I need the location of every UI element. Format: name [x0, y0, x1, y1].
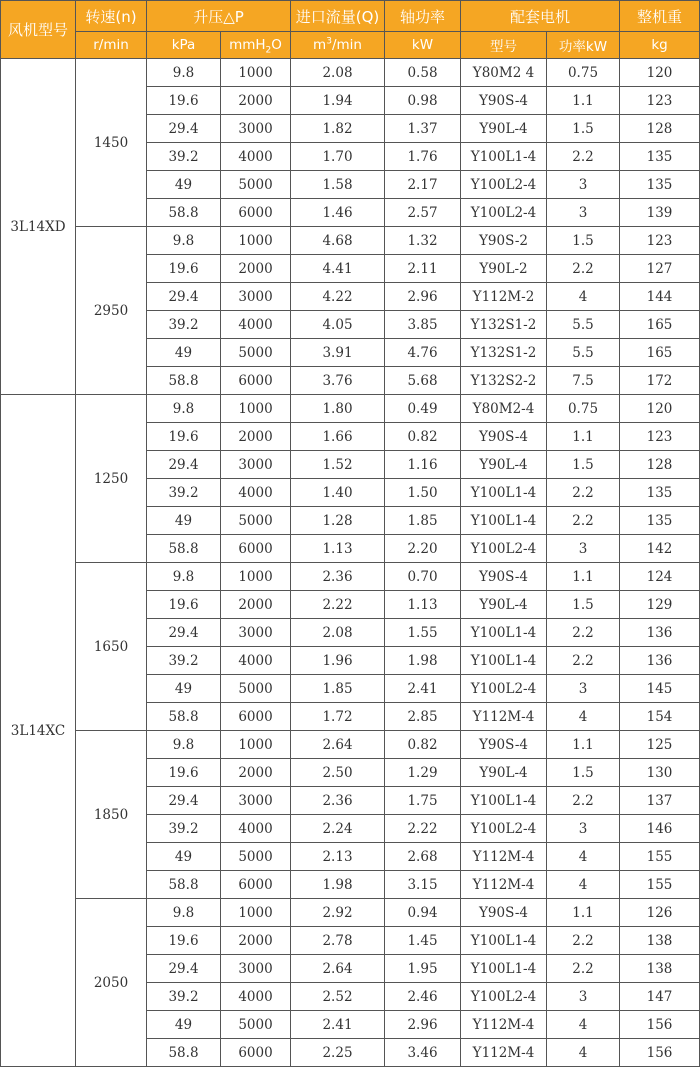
cell-motor-power: 1.5 [547, 227, 620, 255]
cell-shaft-power: 0.58 [385, 59, 461, 87]
cell-shaft-power: 1.32 [385, 227, 461, 255]
cell-mmh2o: 2000 [221, 927, 291, 955]
cell-shaft-power: 3.46 [385, 1039, 461, 1067]
cell-motor-power: 4 [547, 871, 620, 899]
cell-mmh2o: 3000 [221, 283, 291, 311]
cell-kpa: 9.8 [147, 395, 221, 423]
cell-weight: 156 [620, 1039, 700, 1067]
model-cell: 3L14XC [1, 395, 76, 1067]
cell-kpa: 19.6 [147, 927, 221, 955]
header-flow: 进口流量(Q) [291, 1, 385, 32]
cell-mmh2o: 4000 [221, 311, 291, 339]
cell-shaft-power: 2.68 [385, 843, 461, 871]
table-body [1, 59, 700, 1067]
cell-mmh2o: 2000 [221, 591, 291, 619]
motor-power-header: 功率kW [547, 32, 620, 59]
cell-kpa: 58.8 [147, 1039, 221, 1067]
cell-weight: 123 [620, 87, 700, 115]
cell-weight: 136 [620, 619, 700, 647]
cell-flow: 1.28 [291, 507, 385, 535]
cell-kpa: 9.8 [147, 899, 221, 927]
cell-motor-model: Y100L1-4 [461, 927, 547, 955]
cell-motor-power: 1.5 [547, 759, 620, 787]
cell-weight: 147 [620, 983, 700, 1011]
cell-kpa: 49 [147, 843, 221, 871]
cell-flow: 1.85 [291, 675, 385, 703]
cell-motor-power: 1.1 [547, 563, 620, 591]
unit-flow [291, 32, 385, 59]
cell-motor-power: 1.5 [547, 591, 620, 619]
cell-shaft-power: 1.13 [385, 591, 461, 619]
cell-kpa: 19.6 [147, 87, 221, 115]
cell-mmh2o: 5000 [221, 843, 291, 871]
cell-motor-model: Y100L1-4 [461, 619, 547, 647]
cell-motor-power: 2.2 [547, 787, 620, 815]
unit-flow-tail: /min [331, 37, 362, 53]
unit-flow-base: m [313, 37, 327, 53]
cell-mmh2o: 6000 [221, 367, 291, 395]
cell-shaft-power: 0.98 [385, 87, 461, 115]
cell-flow: 1.80 [291, 395, 385, 423]
cell-mmh2o: 1000 [221, 227, 291, 255]
cell-motor-power: 3 [547, 815, 620, 843]
cell-motor-power: 1.5 [547, 115, 620, 143]
cell-shaft-power: 2.17 [385, 171, 461, 199]
cell-shaft-power: 1.98 [385, 647, 461, 675]
header-model: 风机型号 [1, 1, 76, 59]
cell-motor-model: Y90S-4 [461, 423, 547, 451]
cell-flow: 2.92 [291, 899, 385, 927]
cell-motor-power: 2.2 [547, 619, 620, 647]
cell-kpa: 19.6 [147, 423, 221, 451]
cell-flow: 1.66 [291, 423, 385, 451]
cell-weight: 154 [620, 703, 700, 731]
cell-flow: 2.13 [291, 843, 385, 871]
cell-shaft-power: 2.57 [385, 199, 461, 227]
cell-motor-model: Y132S1-2 [461, 311, 547, 339]
cell-flow: 2.24 [291, 815, 385, 843]
cell-kpa: 49 [147, 1011, 221, 1039]
cell-mmh2o: 6000 [221, 703, 291, 731]
cell-shaft-power: 1.76 [385, 143, 461, 171]
cell-shaft-power: 1.50 [385, 479, 461, 507]
cell-weight: 135 [620, 479, 700, 507]
cell-motor-model: Y132S1-2 [461, 339, 547, 367]
cell-motor-model: Y100L1-4 [461, 955, 547, 983]
cell-motor-model: Y112M-2 [461, 283, 547, 311]
cell-kpa: 9.8 [147, 227, 221, 255]
cell-kpa: 39.2 [147, 647, 221, 675]
cell-weight: 137 [620, 787, 700, 815]
cell-weight: 123 [620, 423, 700, 451]
cell-motor-model: Y80M2 4 [461, 59, 547, 87]
cell-shaft-power: 2.20 [385, 535, 461, 563]
cell-motor-power: 4 [547, 703, 620, 731]
cell-shaft-power: 2.41 [385, 675, 461, 703]
speed-cell: 1250 [76, 395, 147, 563]
cell-weight: 128 [620, 451, 700, 479]
table-row [1, 731, 700, 759]
cell-weight: 126 [620, 899, 700, 927]
cell-motor-power: 1.1 [547, 423, 620, 451]
cell-flow: 1.96 [291, 647, 385, 675]
cell-motor-model: Y100L1-4 [461, 507, 547, 535]
cell-weight: 129 [620, 591, 700, 619]
unit-mmh2o [221, 32, 291, 59]
cell-shaft-power: 1.29 [385, 759, 461, 787]
cell-mmh2o: 3000 [221, 115, 291, 143]
cell-flow: 1.70 [291, 143, 385, 171]
unit-kg: kg [620, 32, 700, 59]
header-motor: 配套电机 [461, 1, 620, 32]
speed-cell: 1650 [76, 563, 147, 731]
header-pressure: 升压△P [147, 1, 291, 32]
cell-kpa: 19.6 [147, 759, 221, 787]
cell-flow: 2.08 [291, 619, 385, 647]
cell-motor-power: 3 [547, 983, 620, 1011]
header-speed: 转速(n) [76, 1, 147, 32]
cell-shaft-power: 5.68 [385, 367, 461, 395]
cell-motor-power: 2.2 [547, 647, 620, 675]
cell-kpa: 9.8 [147, 731, 221, 759]
table-row [1, 59, 700, 87]
cell-flow: 2.64 [291, 955, 385, 983]
cell-mmh2o: 1000 [221, 563, 291, 591]
cell-weight: 128 [620, 115, 700, 143]
cell-mmh2o: 5000 [221, 507, 291, 535]
cell-motor-power: 7.5 [547, 367, 620, 395]
cell-mmh2o: 6000 [221, 199, 291, 227]
cell-kpa: 29.4 [147, 451, 221, 479]
cell-motor-model: Y100L2-4 [461, 535, 547, 563]
cell-mmh2o: 4000 [221, 983, 291, 1011]
cell-shaft-power: 2.96 [385, 283, 461, 311]
cell-motor-model: Y100L1-4 [461, 143, 547, 171]
cell-flow: 2.41 [291, 1011, 385, 1039]
cell-shaft-power: 1.75 [385, 787, 461, 815]
header-shaft-power: 轴功率 [385, 1, 461, 32]
cell-motor-power: 3 [547, 675, 620, 703]
cell-flow: 4.68 [291, 227, 385, 255]
table-row [1, 899, 700, 927]
cell-weight: 125 [620, 731, 700, 759]
cell-motor-model: Y90L-2 [461, 255, 547, 283]
cell-motor-power: 5.5 [547, 339, 620, 367]
cell-kpa: 9.8 [147, 59, 221, 87]
cell-kpa: 9.8 [147, 563, 221, 591]
cell-motor-model: Y100L1-4 [461, 647, 547, 675]
cell-weight: 139 [620, 199, 700, 227]
unit-mmh2o-base: mmH [229, 37, 266, 53]
cell-shaft-power: 1.16 [385, 451, 461, 479]
cell-kpa: 58.8 [147, 367, 221, 395]
cell-motor-model: Y100L2-4 [461, 815, 547, 843]
cell-motor-power: 2.2 [547, 927, 620, 955]
cell-motor-power: 1.1 [547, 731, 620, 759]
cell-shaft-power: 0.70 [385, 563, 461, 591]
cell-kpa: 58.8 [147, 199, 221, 227]
cell-weight: 142 [620, 535, 700, 563]
cell-mmh2o: 5000 [221, 339, 291, 367]
cell-kpa: 29.4 [147, 955, 221, 983]
motor-model-header: 型号 [461, 32, 547, 59]
cell-kpa: 29.4 [147, 115, 221, 143]
cell-shaft-power: 0.94 [385, 899, 461, 927]
cell-flow: 1.46 [291, 199, 385, 227]
header-weight: 整机重 [620, 1, 700, 32]
cell-motor-model: Y90S-4 [461, 899, 547, 927]
cell-weight: 123 [620, 227, 700, 255]
cell-shaft-power: 2.46 [385, 983, 461, 1011]
cell-flow: 1.82 [291, 115, 385, 143]
cell-kpa: 58.8 [147, 871, 221, 899]
cell-motor-model: Y112M-4 [461, 1011, 547, 1039]
cell-motor-power: 2.2 [547, 255, 620, 283]
cell-mmh2o: 4000 [221, 479, 291, 507]
cell-shaft-power: 1.45 [385, 927, 461, 955]
cell-flow: 2.08 [291, 59, 385, 87]
cell-flow: 1.13 [291, 535, 385, 563]
cell-kpa: 29.4 [147, 787, 221, 815]
cell-kpa: 58.8 [147, 535, 221, 563]
unit-kpa: kPa [147, 32, 221, 59]
cell-flow: 1.58 [291, 171, 385, 199]
cell-motor-power: 2.2 [547, 955, 620, 983]
table-row [1, 563, 700, 591]
cell-motor-model: Y90L-4 [461, 759, 547, 787]
cell-shaft-power: 2.85 [385, 703, 461, 731]
cell-flow: 4.41 [291, 255, 385, 283]
cell-motor-model: Y112M-4 [461, 871, 547, 899]
unit-speed: r/min [76, 32, 147, 59]
cell-mmh2o: 2000 [221, 423, 291, 451]
cell-motor-model: Y112M-4 [461, 703, 547, 731]
cell-mmh2o: 3000 [221, 451, 291, 479]
cell-motor-model: Y90S-4 [461, 731, 547, 759]
cell-mmh2o: 4000 [221, 647, 291, 675]
cell-weight: 120 [620, 59, 700, 87]
cell-kpa: 49 [147, 675, 221, 703]
cell-shaft-power: 1.37 [385, 115, 461, 143]
table-row [1, 395, 700, 423]
cell-motor-power: 2.2 [547, 507, 620, 535]
cell-flow: 2.52 [291, 983, 385, 1011]
cell-weight: 130 [620, 759, 700, 787]
unit-mmh2o-sub: 2 [265, 45, 272, 56]
cell-flow: 1.52 [291, 451, 385, 479]
cell-shaft-power: 1.55 [385, 619, 461, 647]
cell-kpa: 39.2 [147, 479, 221, 507]
cell-weight: 155 [620, 843, 700, 871]
cell-kpa: 39.2 [147, 311, 221, 339]
unit-flow-sup: 3 [326, 36, 332, 47]
cell-kpa: 49 [147, 171, 221, 199]
cell-mmh2o: 1000 [221, 395, 291, 423]
cell-mmh2o: 4000 [221, 143, 291, 171]
cell-flow: 2.25 [291, 1039, 385, 1067]
cell-motor-model: Y80M2-4 [461, 395, 547, 423]
cell-kpa: 29.4 [147, 283, 221, 311]
cell-motor-power: 4 [547, 843, 620, 871]
cell-shaft-power: 0.49 [385, 395, 461, 423]
cell-mmh2o: 2000 [221, 87, 291, 115]
cell-mmh2o: 2000 [221, 759, 291, 787]
cell-mmh2o: 3000 [221, 955, 291, 983]
cell-motor-power: 4 [547, 1011, 620, 1039]
cell-motor-model: Y90L-4 [461, 451, 547, 479]
cell-shaft-power: 2.11 [385, 255, 461, 283]
table-header [1, 1, 700, 59]
cell-weight: 172 [620, 367, 700, 395]
cell-shaft-power: 2.22 [385, 815, 461, 843]
cell-flow: 3.76 [291, 367, 385, 395]
cell-weight: 145 [620, 675, 700, 703]
cell-motor-power: 4 [547, 1039, 620, 1067]
cell-motor-power: 5.5 [547, 311, 620, 339]
cell-mmh2o: 6000 [221, 535, 291, 563]
speed-cell: 2050 [76, 899, 147, 1067]
cell-weight: 127 [620, 255, 700, 283]
cell-mmh2o: 1000 [221, 731, 291, 759]
cell-kpa: 39.2 [147, 143, 221, 171]
cell-weight: 146 [620, 815, 700, 843]
cell-shaft-power: 3.85 [385, 311, 461, 339]
cell-motor-power: 1.5 [547, 451, 620, 479]
cell-motor-power: 1.1 [547, 899, 620, 927]
cell-motor-model: Y100L2-4 [461, 199, 547, 227]
cell-shaft-power: 1.85 [385, 507, 461, 535]
cell-flow: 1.98 [291, 871, 385, 899]
cell-mmh2o: 5000 [221, 1011, 291, 1039]
cell-motor-model: Y100L2-4 [461, 675, 547, 703]
cell-kpa: 39.2 [147, 983, 221, 1011]
cell-flow: 2.50 [291, 759, 385, 787]
cell-mmh2o: 5000 [221, 675, 291, 703]
cell-flow: 1.40 [291, 479, 385, 507]
cell-weight: 165 [620, 311, 700, 339]
cell-weight: 165 [620, 339, 700, 367]
cell-flow: 2.36 [291, 787, 385, 815]
cell-weight: 135 [620, 143, 700, 171]
cell-shaft-power: 4.76 [385, 339, 461, 367]
cell-motor-model: Y90S-4 [461, 563, 547, 591]
cell-motor-power: 2.2 [547, 143, 620, 171]
cell-weight: 156 [620, 1011, 700, 1039]
cell-flow: 3.91 [291, 339, 385, 367]
cell-flow: 1.94 [291, 87, 385, 115]
cell-shaft-power: 3.15 [385, 871, 461, 899]
cell-motor-model: Y90L-4 [461, 115, 547, 143]
cell-shaft-power: 0.82 [385, 731, 461, 759]
cell-motor-power: 2.2 [547, 479, 620, 507]
unit-kw: kW [385, 32, 461, 59]
cell-motor-model: Y100L2-4 [461, 983, 547, 1011]
cell-motor-model: Y90S-2 [461, 227, 547, 255]
cell-flow: 2.64 [291, 731, 385, 759]
cell-motor-power: 3 [547, 199, 620, 227]
unit-mmh2o-tail: O [271, 37, 282, 53]
cell-weight: 135 [620, 507, 700, 535]
cell-motor-model: Y100L2-4 [461, 171, 547, 199]
cell-flow: 2.78 [291, 927, 385, 955]
cell-weight: 120 [620, 395, 700, 423]
cell-flow: 2.36 [291, 563, 385, 591]
cell-mmh2o: 2000 [221, 255, 291, 283]
cell-motor-model: Y112M-4 [461, 843, 547, 871]
cell-motor-model: Y90L-4 [461, 591, 547, 619]
cell-motor-power: 3 [547, 171, 620, 199]
cell-kpa: 39.2 [147, 815, 221, 843]
cell-mmh2o: 3000 [221, 619, 291, 647]
cell-kpa: 19.6 [147, 591, 221, 619]
cell-shaft-power: 0.82 [385, 423, 461, 451]
cell-mmh2o: 5000 [221, 171, 291, 199]
speed-cell: 1850 [76, 731, 147, 899]
cell-shaft-power: 2.96 [385, 1011, 461, 1039]
cell-mmh2o: 3000 [221, 787, 291, 815]
table-row [1, 227, 700, 255]
cell-flow: 4.22 [291, 283, 385, 311]
cell-flow: 1.72 [291, 703, 385, 731]
cell-motor-power: 1.1 [547, 87, 620, 115]
cell-motor-model: Y112M-4 [461, 1039, 547, 1067]
cell-kpa: 58.8 [147, 703, 221, 731]
cell-weight: 155 [620, 871, 700, 899]
cell-mmh2o: 1000 [221, 59, 291, 87]
cell-motor-model: Y132S2-2 [461, 367, 547, 395]
model-cell: 3L14XD [1, 59, 76, 395]
cell-weight: 135 [620, 171, 700, 199]
cell-motor-power: 4 [547, 283, 620, 311]
cell-mmh2o: 1000 [221, 899, 291, 927]
speed-cell: 2950 [76, 227, 147, 395]
cell-kpa: 19.6 [147, 255, 221, 283]
cell-kpa: 29.4 [147, 619, 221, 647]
cell-kpa: 49 [147, 339, 221, 367]
cell-flow: 4.05 [291, 311, 385, 339]
cell-weight: 138 [620, 927, 700, 955]
cell-motor-power: 0.75 [547, 395, 620, 423]
cell-motor-power: 3 [547, 535, 620, 563]
cell-mmh2o: 6000 [221, 1039, 291, 1067]
cell-motor-model: Y100L1-4 [461, 479, 547, 507]
cell-weight: 124 [620, 563, 700, 591]
cell-weight: 144 [620, 283, 700, 311]
cell-motor-model: Y100L1-4 [461, 787, 547, 815]
cell-kpa: 49 [147, 507, 221, 535]
cell-motor-model: Y90S-4 [461, 87, 547, 115]
cell-shaft-power: 1.95 [385, 955, 461, 983]
cell-mmh2o: 6000 [221, 871, 291, 899]
cell-flow: 2.22 [291, 591, 385, 619]
cell-mmh2o: 4000 [221, 815, 291, 843]
speed-cell: 1450 [76, 59, 147, 227]
cell-weight: 136 [620, 647, 700, 675]
cell-weight: 138 [620, 955, 700, 983]
cell-motor-power: 0.75 [547, 59, 620, 87]
